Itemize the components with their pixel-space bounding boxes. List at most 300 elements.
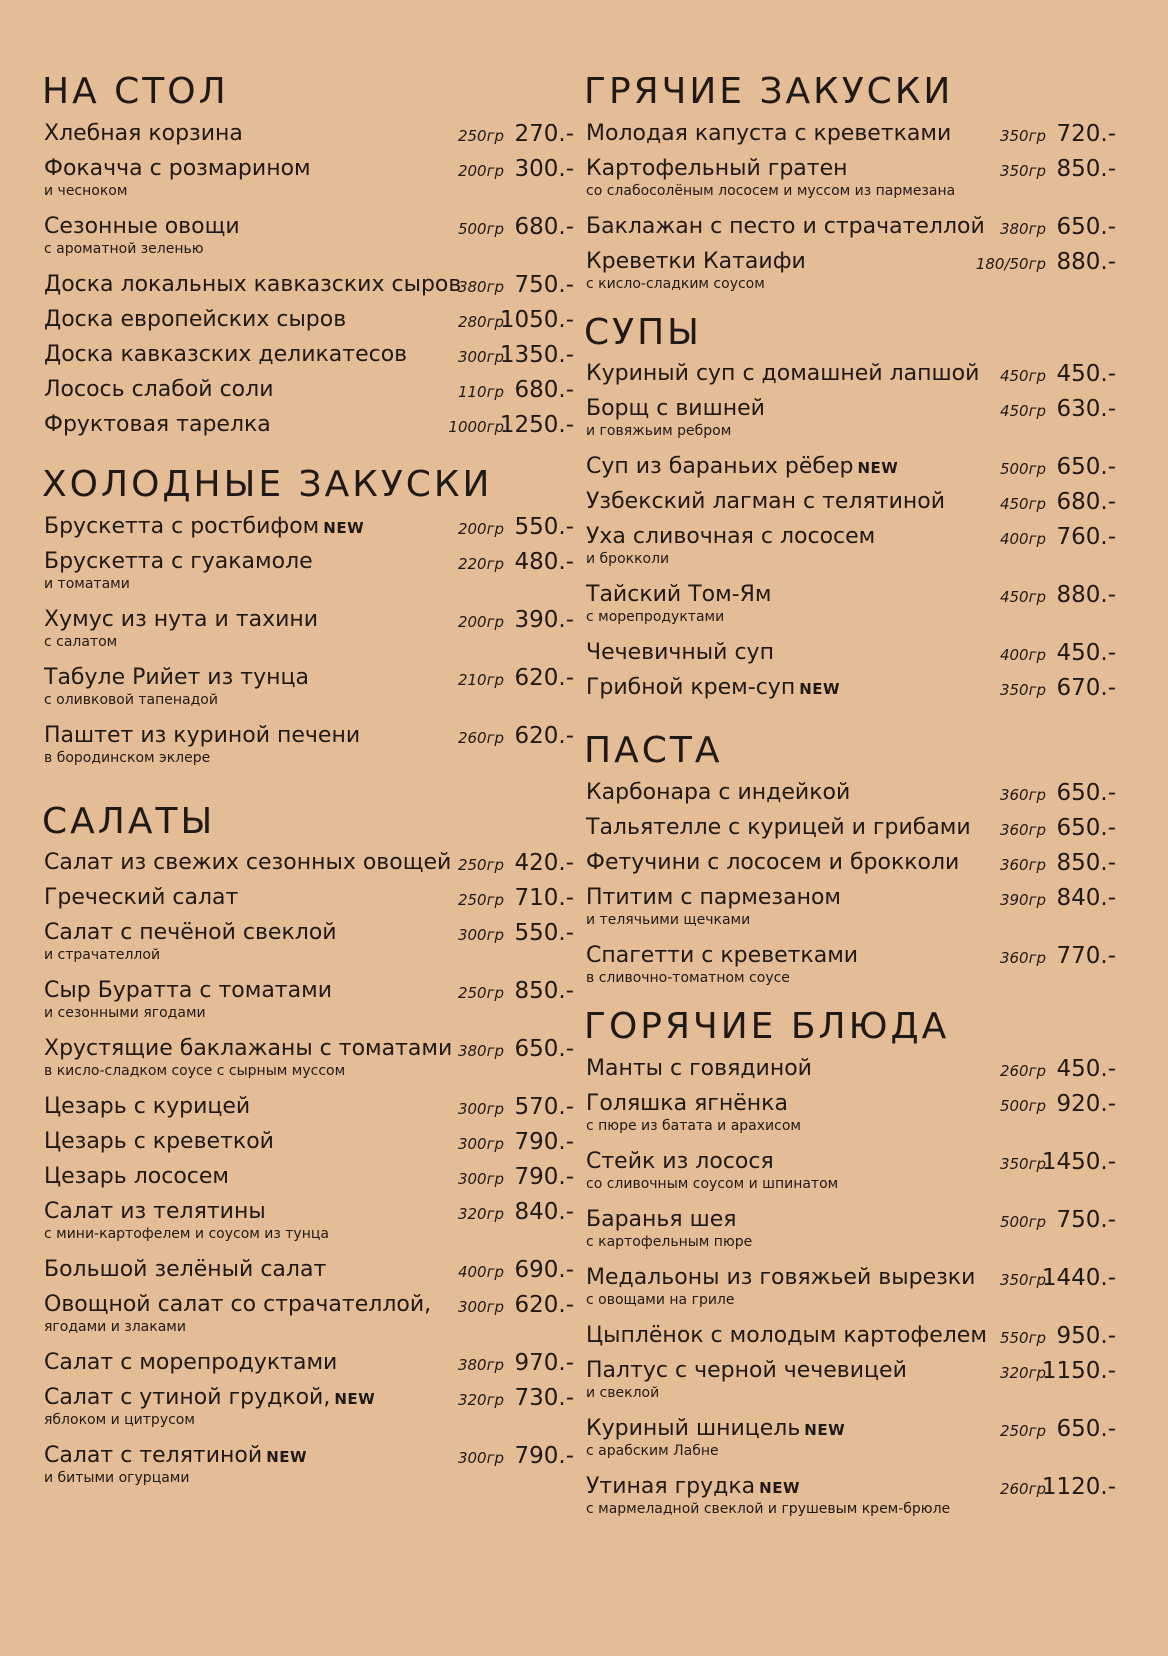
item-weight: 450гр: [999, 367, 1046, 385]
item-price: 480.-: [514, 549, 574, 575]
menu-item: [44, 664, 574, 708]
item-weight: 180/50гр: [975, 255, 1046, 273]
item-name: [586, 120, 951, 148]
item-price: 680.-: [1056, 489, 1116, 515]
menu-item: [44, 376, 574, 410]
item-weight: 260гр: [999, 1062, 1046, 1080]
menu-item: [586, 213, 1116, 247]
item-description: в сливочно-томатном соусе: [586, 970, 790, 986]
section-title: ГРЯЧИЕ ЗАКУСКИ: [584, 71, 954, 112]
item-price: 450.-: [1056, 1056, 1116, 1082]
item-name: [44, 1163, 229, 1191]
item-name: [586, 453, 898, 482]
item-name: [44, 1442, 307, 1471]
item-weight: 300гр: [457, 1170, 504, 1188]
item-weight: 250гр: [457, 984, 504, 1002]
item-weight: 360гр: [999, 949, 1046, 967]
item-name: [44, 977, 332, 1005]
menu-item: [586, 814, 1116, 848]
item-name-text: Борщ с вишней: [586, 396, 765, 421]
item-price: 620.-: [514, 665, 574, 691]
item-price: 1120.-: [1041, 1474, 1116, 1500]
menu-item: [44, 1442, 574, 1486]
item-weight: 380гр: [457, 1042, 504, 1060]
new-badge: NEW: [804, 1421, 846, 1439]
item-name: [44, 271, 461, 299]
item-name-text: Салат из телятины: [44, 1199, 266, 1224]
item-price: 1150.-: [1041, 1358, 1116, 1384]
item-name: [44, 849, 451, 877]
item-weight: 380гр: [457, 1356, 504, 1374]
item-weight: 320гр: [457, 1205, 504, 1223]
item-weight: 260гр: [457, 729, 504, 747]
item-weight: 300гр: [457, 1298, 504, 1316]
menu-item: [44, 1256, 574, 1290]
item-weight: 350гр: [999, 681, 1046, 699]
item-description: и чесноком: [44, 183, 128, 199]
item-name-text: Фруктовая тарелка: [44, 412, 271, 437]
item-price: 680.-: [514, 214, 574, 240]
item-weight: 300гр: [457, 1100, 504, 1118]
item-weight: 200гр: [457, 520, 504, 538]
item-name-text: Салат с печёной свеклой: [44, 920, 337, 945]
item-name-text: Баклажан с песто и страчателлой: [586, 214, 985, 239]
item-description: и свеклой: [586, 1385, 660, 1401]
item-name: [44, 213, 240, 241]
item-name: [586, 581, 772, 609]
item-price: 650.-: [1056, 815, 1116, 841]
item-name-text: Салат с морепродуктами: [44, 1350, 338, 1375]
new-badge: NEW: [334, 1390, 376, 1408]
item-weight: 300гр: [457, 1135, 504, 1153]
menu-item: [586, 248, 1116, 292]
item-weight: 360гр: [999, 786, 1046, 804]
item-price: 570.-: [514, 1094, 574, 1120]
item-name-text: Греческий салат: [44, 885, 239, 910]
item-price: 650.-: [1056, 214, 1116, 240]
item-name: [44, 155, 311, 183]
item-name: [44, 1291, 431, 1319]
item-name-text: Палтус с черной чечевицей: [586, 1358, 907, 1383]
menu-item: [586, 674, 1116, 708]
item-weight: 300гр: [457, 1449, 504, 1467]
menu-item: [44, 1349, 574, 1383]
menu-item: [586, 779, 1116, 813]
menu-item: [44, 722, 574, 766]
item-name-text: Овощной салат со страчателлой,: [44, 1292, 432, 1317]
item-name-text: Тайский Том-Ям: [586, 582, 772, 607]
item-name-text: Брускетта с ростбифом: [44, 514, 320, 539]
section-title: ГОРЯЧИЕ БЛЮДА: [584, 1006, 950, 1047]
item-name-text: Куриный суп с домашней лапшой: [586, 361, 980, 386]
item-name-text: Тальятелле с курицей и грибами: [586, 815, 971, 840]
item-price: 750.-: [1056, 1207, 1116, 1233]
menu-item: [44, 1093, 574, 1127]
item-description: с картофельным пюре: [586, 1234, 753, 1250]
item-weight: 320гр: [999, 1364, 1046, 1382]
menu-item: [586, 1090, 1116, 1134]
item-name-text: Фетучини с лососем и брокколи: [586, 850, 960, 875]
item-weight: 250гр: [457, 891, 504, 909]
item-price: 650.-: [1056, 454, 1116, 480]
item-description: с пюре из батата и арахисом: [586, 1118, 801, 1134]
item-name: [586, 814, 971, 842]
item-name-text: Большой зелёный салат: [44, 1257, 327, 1282]
item-name-text: Картофельный гратен: [586, 156, 848, 181]
item-name-text: Цезарь лососем: [44, 1164, 230, 1189]
item-name: [44, 1349, 337, 1377]
item-weight: 380гр: [457, 278, 504, 296]
item-weight: 320гр: [457, 1391, 504, 1409]
section-title: ПАСТА: [584, 730, 723, 771]
item-name-text: Хумус из нута и тахини: [44, 607, 319, 632]
item-description: с овощами на гриле: [586, 1292, 735, 1308]
item-price: 880.-: [1056, 582, 1116, 608]
item-description: с кисло-сладким соусом: [586, 276, 765, 292]
item-name-text: Цезарь с креветкой: [44, 1129, 274, 1154]
item-price: 790.-: [514, 1443, 574, 1469]
item-name: [44, 722, 360, 750]
menu-item: [44, 1198, 574, 1242]
item-price: 390.-: [514, 607, 574, 633]
item-price: 1350.-: [499, 342, 574, 368]
item-weight: 500гр: [457, 220, 504, 238]
item-name: [586, 1264, 975, 1292]
item-name-text: Салат с телятиной: [44, 1443, 263, 1468]
item-name-text: Чечевичный суп: [586, 640, 774, 665]
menu-item: [44, 213, 574, 257]
item-name: [586, 360, 979, 388]
item-weight: 300гр: [457, 348, 504, 366]
item-name-text: Сезонные овощи: [44, 214, 240, 239]
item-description: с арабским Лабне: [586, 1443, 719, 1459]
item-price: 730.-: [514, 1385, 574, 1411]
item-name: [44, 1198, 266, 1226]
item-weight: 500гр: [999, 1097, 1046, 1115]
item-price: 760.-: [1056, 524, 1116, 550]
item-weight: 400гр: [457, 1263, 504, 1281]
menu-item: [44, 849, 574, 883]
item-weight: 260гр: [999, 1480, 1046, 1498]
item-weight: 250гр: [457, 127, 504, 145]
item-name-text: Куриный шницель: [586, 1416, 801, 1441]
item-weight: 200гр: [457, 613, 504, 631]
item-description: в бородинском эклере: [44, 750, 211, 766]
item-price: 690.-: [514, 1257, 574, 1283]
item-name-text: Брускетта с гуакамоле: [44, 549, 313, 574]
item-price: 850.-: [514, 978, 574, 1004]
menu-item: [586, 523, 1116, 567]
item-price: 620.-: [514, 723, 574, 749]
item-name-text: Сыр Буратта с томатами: [44, 978, 332, 1003]
item-name-text: Доска локальных кавказских сыров: [44, 272, 462, 297]
menu-item: [44, 120, 574, 154]
item-price: 680.-: [514, 377, 574, 403]
item-name-text: Стейк из лосося: [586, 1149, 774, 1174]
item-price: 650.-: [1056, 1416, 1116, 1442]
item-description: яблоком и цитрусом: [44, 1412, 195, 1428]
item-price: 550.-: [514, 920, 574, 946]
item-name-text: Цезарь с курицей: [44, 1094, 251, 1119]
section-title: СУПЫ: [584, 312, 702, 353]
menu-item: [44, 1163, 574, 1197]
item-name: [44, 548, 313, 576]
item-name: [44, 884, 238, 912]
item-name-text: Креветки Катаифи: [586, 249, 806, 274]
item-weight: 360гр: [999, 821, 1046, 839]
item-name: [586, 1148, 774, 1176]
item-description: с салатом: [44, 634, 118, 650]
item-description: и телячьими щечками: [586, 912, 751, 928]
item-name-text: Фокачча с розмарином: [44, 156, 311, 181]
item-name-text: Молодая капуста с креветками: [586, 121, 952, 146]
item-name-text: Голяшка ягнёнка: [586, 1091, 788, 1116]
item-name: [586, 674, 840, 703]
menu-item: [586, 488, 1116, 522]
item-name: [586, 155, 848, 183]
item-weight: 110гр: [457, 383, 504, 401]
item-name: [586, 1357, 907, 1385]
item-name-text: Грибной крем-суп: [586, 675, 796, 700]
menu-item: [586, 120, 1116, 154]
item-name-text: Лосось слабой соли: [44, 377, 274, 402]
item-name: [586, 213, 985, 241]
item-name-text: Птитим с пармезаном: [586, 885, 842, 910]
item-name: [586, 779, 850, 807]
item-description: с мини-картофелем и соусом из тунца: [44, 1226, 329, 1242]
item-weight: 200гр: [457, 162, 504, 180]
item-name-text: Уха сливочная с лососем: [586, 524, 876, 549]
item-name-text: Утиная грудка: [586, 1474, 756, 1499]
menu-item: [586, 849, 1116, 883]
item-price: 630.-: [1056, 396, 1116, 422]
item-name: [44, 120, 243, 148]
item-weight: 360гр: [999, 856, 1046, 874]
item-description: и томатами: [44, 576, 130, 592]
item-price: 300.-: [514, 156, 574, 182]
item-name-text: Паштет из куриной печени: [44, 723, 361, 748]
menu-item: [586, 1206, 1116, 1250]
item-price: 880.-: [1056, 249, 1116, 275]
menu-item: [586, 453, 1116, 487]
item-name: [586, 248, 806, 276]
item-weight: 350гр: [999, 162, 1046, 180]
item-name: [586, 1322, 987, 1350]
item-weight: 210гр: [457, 671, 504, 689]
item-price: 850.-: [1056, 850, 1116, 876]
menu-item: [44, 1291, 574, 1335]
new-badge: NEW: [266, 1448, 308, 1466]
section-title: НА СТОЛ: [42, 71, 229, 112]
item-weight: 350гр: [999, 1271, 1046, 1289]
item-price: 790.-: [514, 1164, 574, 1190]
item-name-text: Суп из бараньих рёбер: [586, 454, 854, 479]
item-weight: 450гр: [999, 495, 1046, 513]
item-name: [44, 1256, 326, 1284]
menu-item: [586, 1357, 1116, 1401]
menu-item: [44, 1035, 574, 1079]
new-badge: NEW: [759, 1479, 800, 1497]
menu-item: [586, 942, 1116, 986]
item-price: 920.-: [1056, 1091, 1116, 1117]
item-weight: 550гр: [999, 1329, 1046, 1347]
item-name: [44, 1128, 274, 1156]
item-price: 720.-: [1056, 121, 1116, 147]
item-description: со слабосолёным лососем и муссом из пармезана: [586, 183, 956, 199]
item-name-text: Медальоны из говяжьей вырезки: [586, 1265, 976, 1290]
item-description: и битыми огурцами: [44, 1470, 190, 1486]
menu-item: [586, 884, 1116, 928]
menu-item: [44, 513, 574, 547]
item-name: [586, 849, 959, 877]
menu-item: [586, 1473, 1116, 1517]
item-weight: 380гр: [999, 220, 1046, 238]
section-title: САЛАТЫ: [42, 801, 216, 842]
item-name-text: Карбонара с индейкой: [586, 780, 851, 805]
item-price: 550.-: [514, 514, 574, 540]
item-description: и говяжьим ребром: [586, 423, 732, 439]
item-description: с морепродуктами: [586, 609, 725, 625]
item-name: [586, 1055, 812, 1083]
menu-item: [586, 395, 1116, 439]
item-price: 790.-: [514, 1129, 574, 1155]
item-weight: 500гр: [999, 460, 1046, 478]
item-price: 840.-: [514, 1199, 574, 1225]
item-name-text: Баранья шея: [586, 1207, 737, 1232]
item-weight: 250гр: [999, 1422, 1046, 1440]
item-name: [586, 1415, 845, 1444]
menu-item: [44, 306, 574, 340]
item-price: 850.-: [1056, 156, 1116, 182]
item-price: 750.-: [514, 272, 574, 298]
item-name: [586, 1473, 800, 1502]
item-weight: 350гр: [999, 127, 1046, 145]
item-weight: 1000гр: [448, 418, 504, 436]
section-title: ХОЛОДНЫЕ ЗАКУСКИ: [42, 464, 493, 505]
menu-item: [44, 548, 574, 592]
item-name-text: Салат из свежих сезонных овощей: [44, 850, 452, 875]
menu-item: [44, 606, 574, 650]
item-name: [586, 1206, 737, 1234]
menu-item: [586, 1055, 1116, 1089]
item-name-text: Цыплёнок с молодым картофелем: [586, 1323, 987, 1348]
item-price: 950.-: [1056, 1323, 1116, 1349]
item-name-text: Хлебная корзина: [44, 121, 243, 146]
item-weight: 250гр: [457, 856, 504, 874]
item-name-text: Хрустящие баклажаны с томатами: [44, 1036, 453, 1061]
item-name: [44, 1384, 375, 1413]
menu-item: [586, 155, 1116, 199]
item-name: [586, 523, 875, 551]
menu-item: [44, 411, 574, 445]
item-name: [44, 341, 407, 369]
item-weight: 450гр: [999, 588, 1046, 606]
item-price: 450.-: [1056, 361, 1116, 387]
menu-item: [44, 919, 574, 963]
item-price: 650.-: [1056, 780, 1116, 806]
item-name-text: Салат с утиной грудкой,: [44, 1385, 331, 1410]
item-name: [44, 513, 364, 542]
item-price: 770.-: [1056, 943, 1116, 969]
item-weight: 280гр: [457, 313, 504, 331]
menu-item: [586, 581, 1116, 625]
item-name-text: Узбекский лагман с телятиной: [586, 489, 946, 514]
item-name: [44, 664, 309, 692]
item-weight: 450гр: [999, 402, 1046, 420]
item-description: и сезонными ягодами: [44, 1005, 206, 1021]
item-name: [44, 919, 337, 947]
item-weight: 500гр: [999, 1213, 1046, 1231]
item-description: с оливковой тапенадой: [44, 692, 218, 708]
menu-item: [44, 1384, 574, 1428]
item-price: 620.-: [514, 1292, 574, 1318]
menu-item: [44, 155, 574, 199]
item-name: [586, 884, 841, 912]
item-description: и брокколи: [586, 551, 670, 567]
item-description: и страчателлой: [44, 947, 161, 963]
item-weight: 300гр: [457, 926, 504, 944]
item-price: 1440.-: [1041, 1265, 1116, 1291]
item-description: со сливочным соусом и шпинатом: [586, 1176, 839, 1192]
item-price: 1050.-: [499, 307, 574, 333]
item-description: с мармеладной свеклой и грушевым крем-брюле: [586, 1501, 951, 1517]
item-name: [586, 488, 945, 516]
menu-item: [44, 884, 574, 918]
menu-item: [586, 360, 1116, 394]
menu-item: [586, 1322, 1116, 1356]
item-name: [586, 1090, 788, 1118]
item-name: [44, 1035, 452, 1063]
item-weight: 350гр: [999, 1155, 1046, 1173]
item-name: [44, 411, 271, 439]
item-price: 710.-: [514, 885, 574, 911]
menu-item: [44, 977, 574, 1021]
item-price: 270.-: [514, 121, 574, 147]
item-weight: 220гр: [457, 555, 504, 573]
item-name: [586, 395, 765, 423]
item-price: 1450.-: [1041, 1149, 1116, 1175]
item-name: [586, 942, 858, 970]
item-name-text: Табуле Рийет из тунца: [44, 665, 309, 690]
item-name: [586, 639, 774, 667]
menu-item: [44, 271, 574, 305]
item-weight: 400гр: [999, 646, 1046, 664]
item-name-text: Манты с говядиной: [586, 1056, 812, 1081]
menu-item: [586, 639, 1116, 673]
new-badge: NEW: [323, 519, 365, 537]
item-price: 420.-: [514, 850, 574, 876]
item-price: 970.-: [514, 1350, 574, 1376]
new-badge: NEW: [799, 680, 841, 698]
menu-item: [586, 1415, 1116, 1459]
menu-item: [44, 341, 574, 375]
new-badge: NEW: [857, 459, 899, 477]
item-description: ягодами и злаками: [44, 1319, 186, 1335]
menu-item: [586, 1148, 1116, 1192]
item-weight: 400гр: [999, 530, 1046, 548]
item-name: [44, 376, 274, 404]
menu-item: [44, 1128, 574, 1162]
item-name-text: Доска кавказских деликатесов: [44, 342, 408, 367]
item-price: 670.-: [1056, 675, 1116, 701]
item-price: 1250.-: [499, 412, 574, 438]
item-price: 840.-: [1056, 885, 1116, 911]
menu-item: [586, 1264, 1116, 1308]
item-description: с ароматной зеленью: [44, 241, 204, 257]
item-name-text: Доска европейских сыров: [44, 307, 347, 332]
item-price: 650.-: [514, 1036, 574, 1062]
item-description: в кисло-сладком соусе с сырным муссом: [44, 1063, 346, 1079]
